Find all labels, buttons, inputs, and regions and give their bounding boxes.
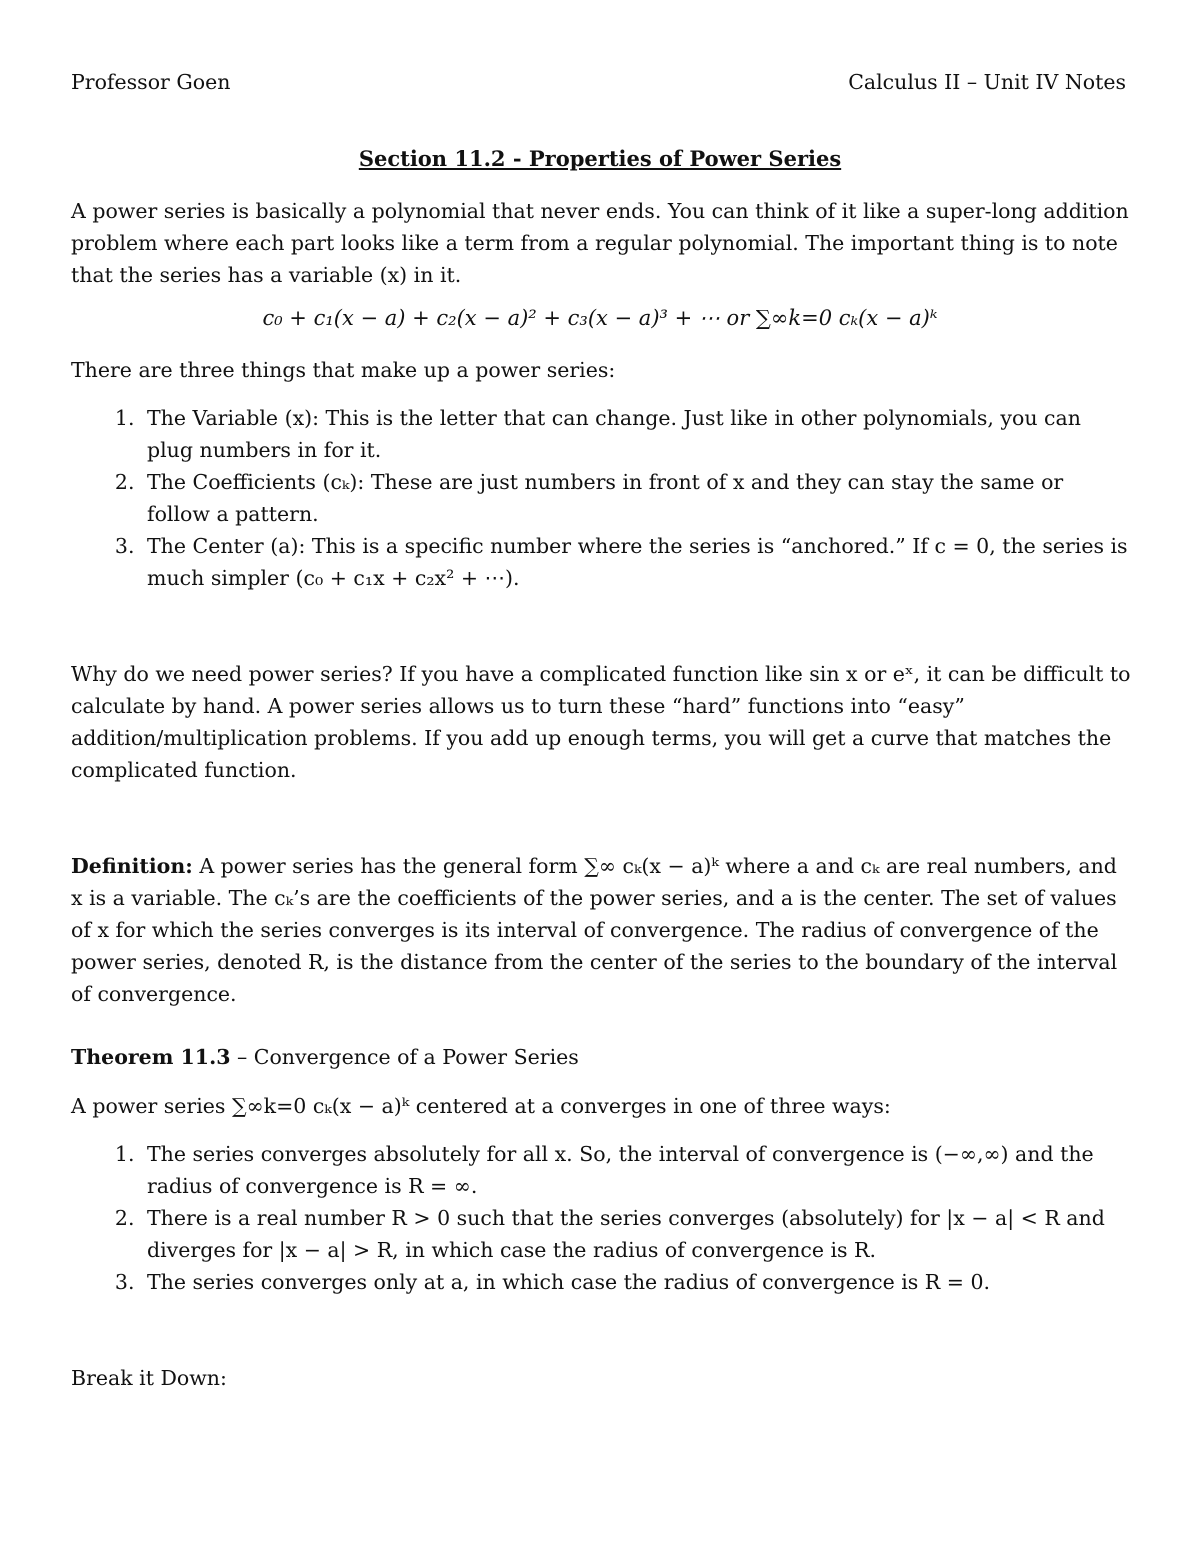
theorem-lead: A power series ∑∞k=0 cₖ(x − a)ᵏ centered at a converges in one of three ways: [71,1094,891,1118]
definition-label: Definition: [71,854,193,878]
list-item: 2. There is a real number R > 0 such that the series converges (absolutely) for |x − a| < R and diverges for |x − a| > R, in which case the radius of convergence is R. [141,1202,1131,1266]
header-left: Professor Goen [71,70,231,94]
intro-paragraph: A power series is basically a polynomial that never ends. You can think of it like a super-long addition problem where each part looks like a term from a regular polynomial. The important thing is to note that the series has a variable (x) in it. [71,199,1129,287]
header-right: Calculus II – Unit IV Notes [848,70,1126,94]
list-item: 1. The Variable (x): This is the letter that can change. Just like in other polynomials, you can plug numbers in for it. [141,402,1131,466]
definition-text: A power series has the general form ∑∞ cₖ(x − a)ᵏ where a and cₖ are real numbers, and x is a variable. The cₖ’s are the coefficients of the power series, and a is the center. The set of values of x for which the series converges is its interval of convergence. The radius of convergence of the power series, denoted R, is the distance from the center of the series to the boundary of the interval of convergence. [71,854,1118,1006]
three-things-list [71,402,1131,594]
list-item: 1. The series converges absolutely for all x. So, the interval of convergence is (−∞,∞) and the radius of convergence is R = ∞. [141,1138,1131,1202]
why-paragraph: Why do we need power series? If you have a complicated function like sin x or eˣ, it can be difficult to calculate by hand. A power series allows us to turn these “hard” functions into “easy” addition/multiplication problems. If you add up enough terms, you will get a curve that matches the complicated function. [71,662,1131,782]
list-item: 3. The Center (a): This is a specific number where the series is “anchored.” If c = 0, the series is much simpler (c₀ + c₁x + c₂x² + ⋯). [141,530,1131,594]
break-it-down: Break it Down: [71,1366,227,1390]
theorem-heading [71,1041,1131,1073]
three-things-lead: There are three things that make up a power series: [71,358,616,382]
power-series-equation: c₀ + c₁(x − a) + c₂(x − a)² + c₃(x − a)³ + ⋯ or ∑∞k=0 cₖ(x − a)ᵏ [262,306,938,330]
list-item: 2. The Coefficients (cₖ): These are just numbers in front of x and they can stay the same or follow a pattern. [141,466,1131,530]
theorem-label: Theorem 11.3 [71,1045,231,1069]
definition-paragraph [71,850,1131,1010]
theorem-list [71,1138,1131,1298]
list-item: 3. The series converges only at a, in which case the radius of convergence is R = 0. [141,1266,1131,1298]
theorem-title: – Convergence of a Power Series [237,1045,579,1069]
section-title: Section 11.2 - Properties of Power Series [358,146,842,171]
